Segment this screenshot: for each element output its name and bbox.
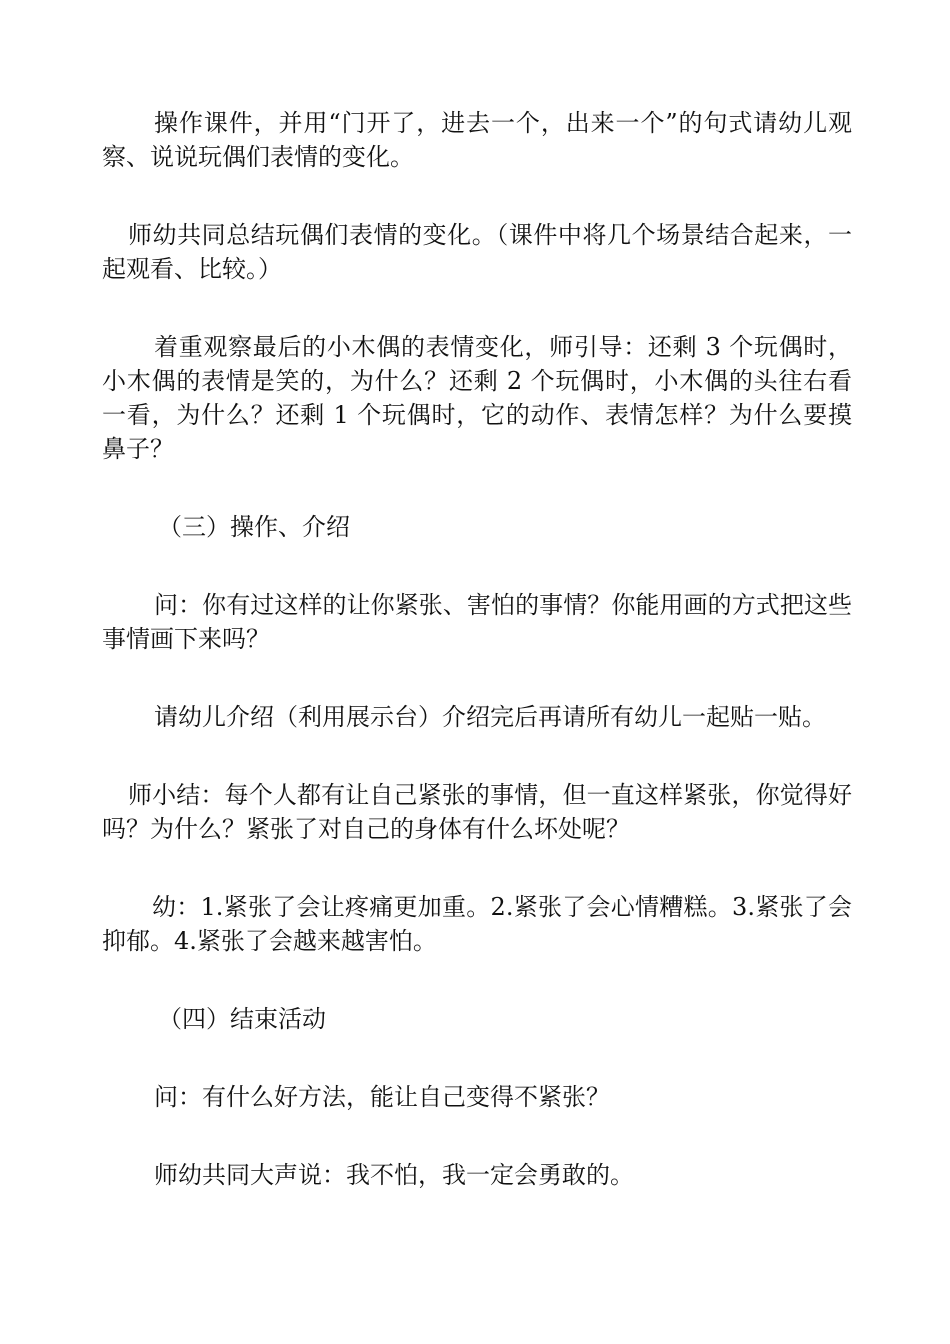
- paragraph-question-nervous: 问：你有过这样的让你紧张、害怕的事情？你能用画的方式把这些事情画下来吗？: [102, 591, 852, 653]
- paragraph-observe-puppet: 着重观察最后的小木偶的表情变化，师引导：还剩 3 个玩偶时，小木偶的表情是笑的，为什么？还剩 2 个玩偶时，小木偶的头往右看一看，为什么？还剩 1 个玩偶时，它的动作、表情怎样？为什么要摸鼻子？: [102, 333, 852, 463]
- paragraph-operate-courseware: 操作课件，并用“门开了，进去一个，出来一个”的句式请幼儿观察、说说玩偶们表情的变化。: [102, 109, 852, 171]
- document-body: [102, 106, 852, 1236]
- section-heading-3: （三）操作、介绍: [158, 513, 350, 541]
- paragraph-introduce: 请幼儿介绍（利用展示台）介绍完后再请所有幼儿一起贴一贴。: [154, 703, 826, 731]
- section-heading-4: （四）结束活动: [158, 1005, 326, 1033]
- paragraph-question-method: 问：有什么好方法，能让自己变得不紧张？: [154, 1083, 610, 1111]
- paragraph-children-answers: 幼：1.紧张了会让疼痛更加重。2.紧张了会心情糟糕。3.紧张了会抑郁。4.紧张了会越来越害怕。: [102, 893, 852, 955]
- paragraph-summary-expressions: 师幼共同总结玩偶们表情的变化。（课件中将几个场景结合起来，一起观看、比较。）: [102, 221, 852, 283]
- paragraph-closing-chant: 师幼共同大声说：我不怕，我一定会勇敢的。: [154, 1161, 634, 1189]
- paragraph-teacher-summary: 师小结：每个人都有让自己紧张的事情，但一直这样紧张，你觉得好吗？为什么？紧张了对自己的身体有什么坏处呢？: [102, 781, 852, 843]
